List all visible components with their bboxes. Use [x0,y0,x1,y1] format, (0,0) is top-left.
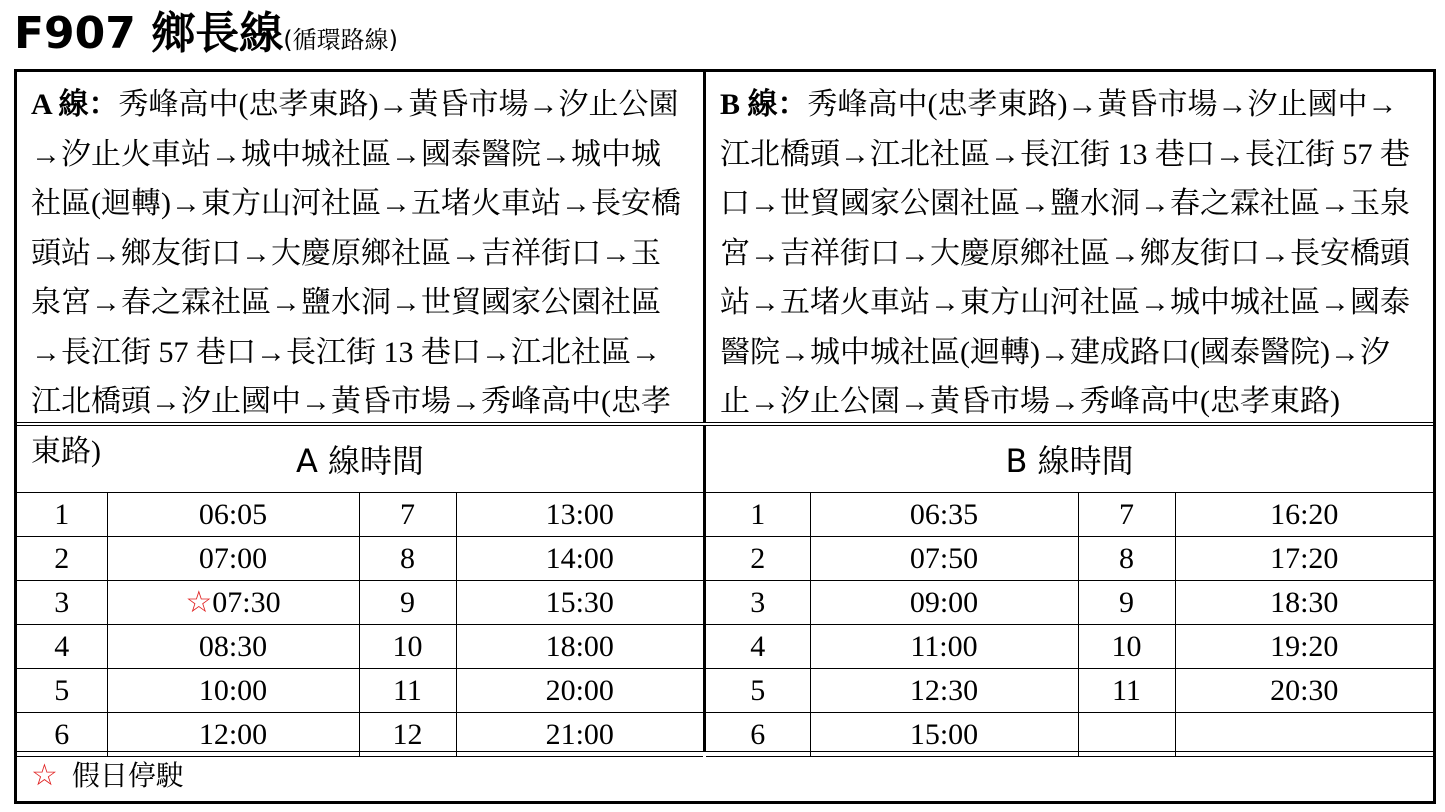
departure-time-cell: 18:30 [1175,581,1433,625]
page-title [14,2,398,66]
footnote [17,751,1433,801]
route-title: F907 鄉長線 [14,8,284,59]
trip-number-cell: 9 [359,581,456,625]
trip-number-cell: 4 [17,625,107,669]
departure-time-cell: 07:50 [810,537,1078,581]
trip-number-cell: 8 [1078,537,1175,581]
route-a-label: A 線： [31,88,119,121]
table-row [706,581,1433,625]
departure-time-cell: 08:30 [107,625,359,669]
departure-time-cell: 07:00 [107,537,359,581]
departure-time-cell: 19:20 [1175,625,1433,669]
trip-number-cell [1078,713,1175,757]
table-row [706,493,1433,537]
departure-time-cell: 18:00 [456,625,703,669]
departure-time-cell: 09:00 [810,581,1078,625]
table-row [706,713,1433,757]
table-row [17,581,703,625]
departure-time-cell: 17:20 [1175,537,1433,581]
trip-number-cell: 6 [17,713,107,757]
departure-time-cell: 06:05 [107,493,359,537]
departure-time-cell: 12:00 [107,713,359,757]
trip-number-cell: 11 [1078,669,1175,713]
schedule-b-header: B 線時間 [706,426,1433,493]
footnote-text: 假日停駛 [71,759,184,792]
table-row [17,625,703,669]
section-divider [17,422,1433,423]
trip-number-cell: 12 [359,713,456,757]
route-a-stops: 秀峰高中(忠孝東路)→黃昏市場→汐止公園→汐止火車站→城中城社區→國泰醫院→城中城社區(迴轉)→東方山河社區→五堵火車站→長安橋頭站→鄉友街口→大慶原鄉社區→吉祥街口→玉泉宮→春之霖社區→鹽水洞→世貿國家公園社區→長江街 57 巷口→長江街 13 巷口→江北社區→江北橋頭→汐止國中→黃昏市場→秀峰高中(忠孝東路) [31,88,681,468]
departure-time-cell: 21:00 [456,713,703,757]
trip-number-cell: 10 [1078,625,1175,669]
departure-time-cell: 20:00 [456,669,703,713]
star-icon: ☆ [185,586,213,619]
schedule-a-header: A 線時間 [17,426,703,493]
departure-time-cell [107,581,359,625]
trip-number-cell: 1 [17,493,107,537]
departure-time-cell: 14:00 [456,537,703,581]
schedule-a-table [17,426,703,757]
trip-number-cell: 10 [359,625,456,669]
trip-number-cell: 1 [706,493,810,537]
departure-time-cell: 20:30 [1175,669,1433,713]
trip-number-cell: 4 [706,625,810,669]
trip-number-cell: 5 [17,669,107,713]
table-row [706,537,1433,581]
trip-number-cell: 7 [359,493,456,537]
departure-time-cell: 15:00 [810,713,1078,757]
route-b-description [706,72,1433,422]
trip-number-cell: 8 [359,537,456,581]
trip-number-cell: 6 [706,713,810,757]
departure-time-cell: 16:20 [1175,493,1433,537]
table-row [706,669,1433,713]
departure-time-cell: 13:00 [456,493,703,537]
trip-number-cell: 3 [17,581,107,625]
table-row [17,493,703,537]
table-row [706,625,1433,669]
departure-time-cell [1175,713,1433,757]
route-b-stops: 秀峰高中(忠孝東路)→黃昏市場→汐止國中→江北橋頭→江北社區→長江街 13 巷口→長江街 57 巷口→世貿國家公園社區→鹽水洞→春之霖社區→玉泉宮→吉祥街口→大慶原鄉社區→鄉友街口→長安橋頭站→五堵火車站→東方山河社區→城中城社區→國泰醫院→城中城社區(迴轉)→建成路口(國泰醫院)→汐止→汐止公園→黃昏市場→秀峰高中(忠孝東路) [720,88,1410,418]
departure-time-cell: 10:00 [107,669,359,713]
star-icon: ☆ [31,758,58,793]
route-type: (循環路線) [283,26,398,54]
timetable-frame [14,69,1436,804]
trip-number-cell: 11 [359,669,456,713]
schedule-b-table [706,426,1433,757]
trip-number-cell: 5 [706,669,810,713]
table-row [17,669,703,713]
route-b-label: B 線： [720,88,808,121]
table-row [17,713,703,757]
trip-number-cell: 9 [1078,581,1175,625]
table-row [17,537,703,581]
trip-number-cell: 2 [706,537,810,581]
departure-time-cell: 06:35 [810,493,1078,537]
departure-time-cell: 12:30 [810,669,1078,713]
departure-time-cell: 11:00 [810,625,1078,669]
departure-time-cell: 15:30 [456,581,703,625]
trip-number-cell: 2 [17,537,107,581]
trip-number-cell: 3 [706,581,810,625]
trip-number-cell: 7 [1078,493,1175,537]
departure-time: 07:30 [212,586,281,619]
